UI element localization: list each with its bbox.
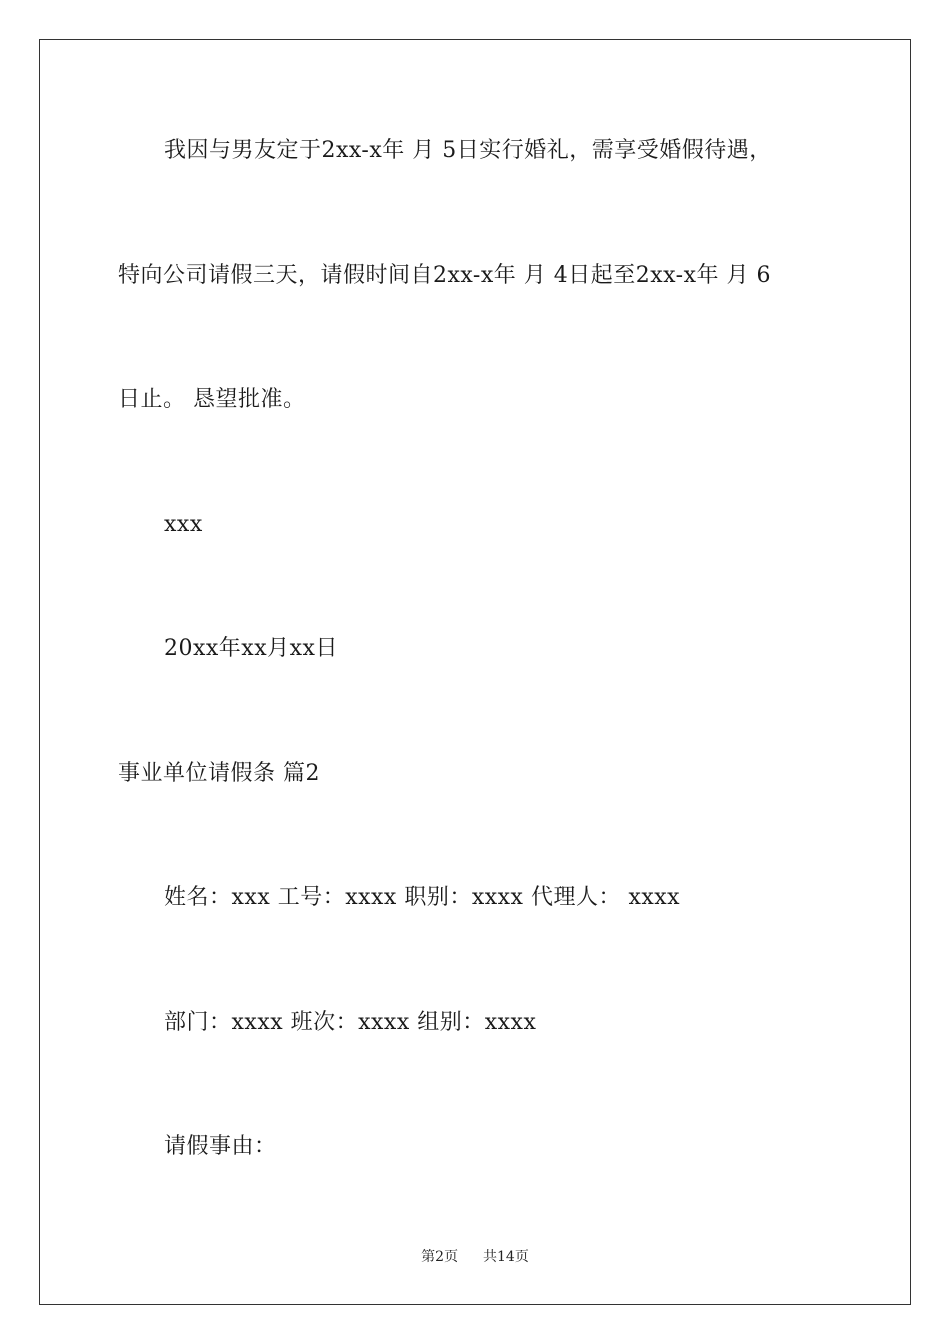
page-footer xyxy=(0,1248,950,1266)
signature-date: 20xx年xx月xx日 xyxy=(164,636,338,661)
leave-reason-label: 请假事由： xyxy=(164,1134,277,1159)
employee-info-line: 姓名：xxx 工号：xxxx 职别：xxxx 代理人： xxxx xyxy=(164,885,681,910)
page-number-total: 共14页 xyxy=(483,1249,529,1265)
signature-name: xxx xyxy=(164,512,203,537)
page-number-current: 第2页 xyxy=(421,1249,459,1265)
section-title: 事业单位请假条 篇2 xyxy=(118,761,320,786)
body-text-line: 日止。 恳望批准。 xyxy=(118,387,306,412)
department-info-line: 部门：xxxx 班次：xxxx 组别：xxxx xyxy=(164,1010,537,1035)
body-text-line: 我因与男友定于2xx-x年 月 5日实行婚礼，需享受婚假待遇， xyxy=(164,138,772,163)
body-text-line: 特向公司请假三天，请假时间自2xx-x年 月 4日起至2xx-x年 月 6 xyxy=(118,263,771,288)
page-border xyxy=(39,39,911,1305)
